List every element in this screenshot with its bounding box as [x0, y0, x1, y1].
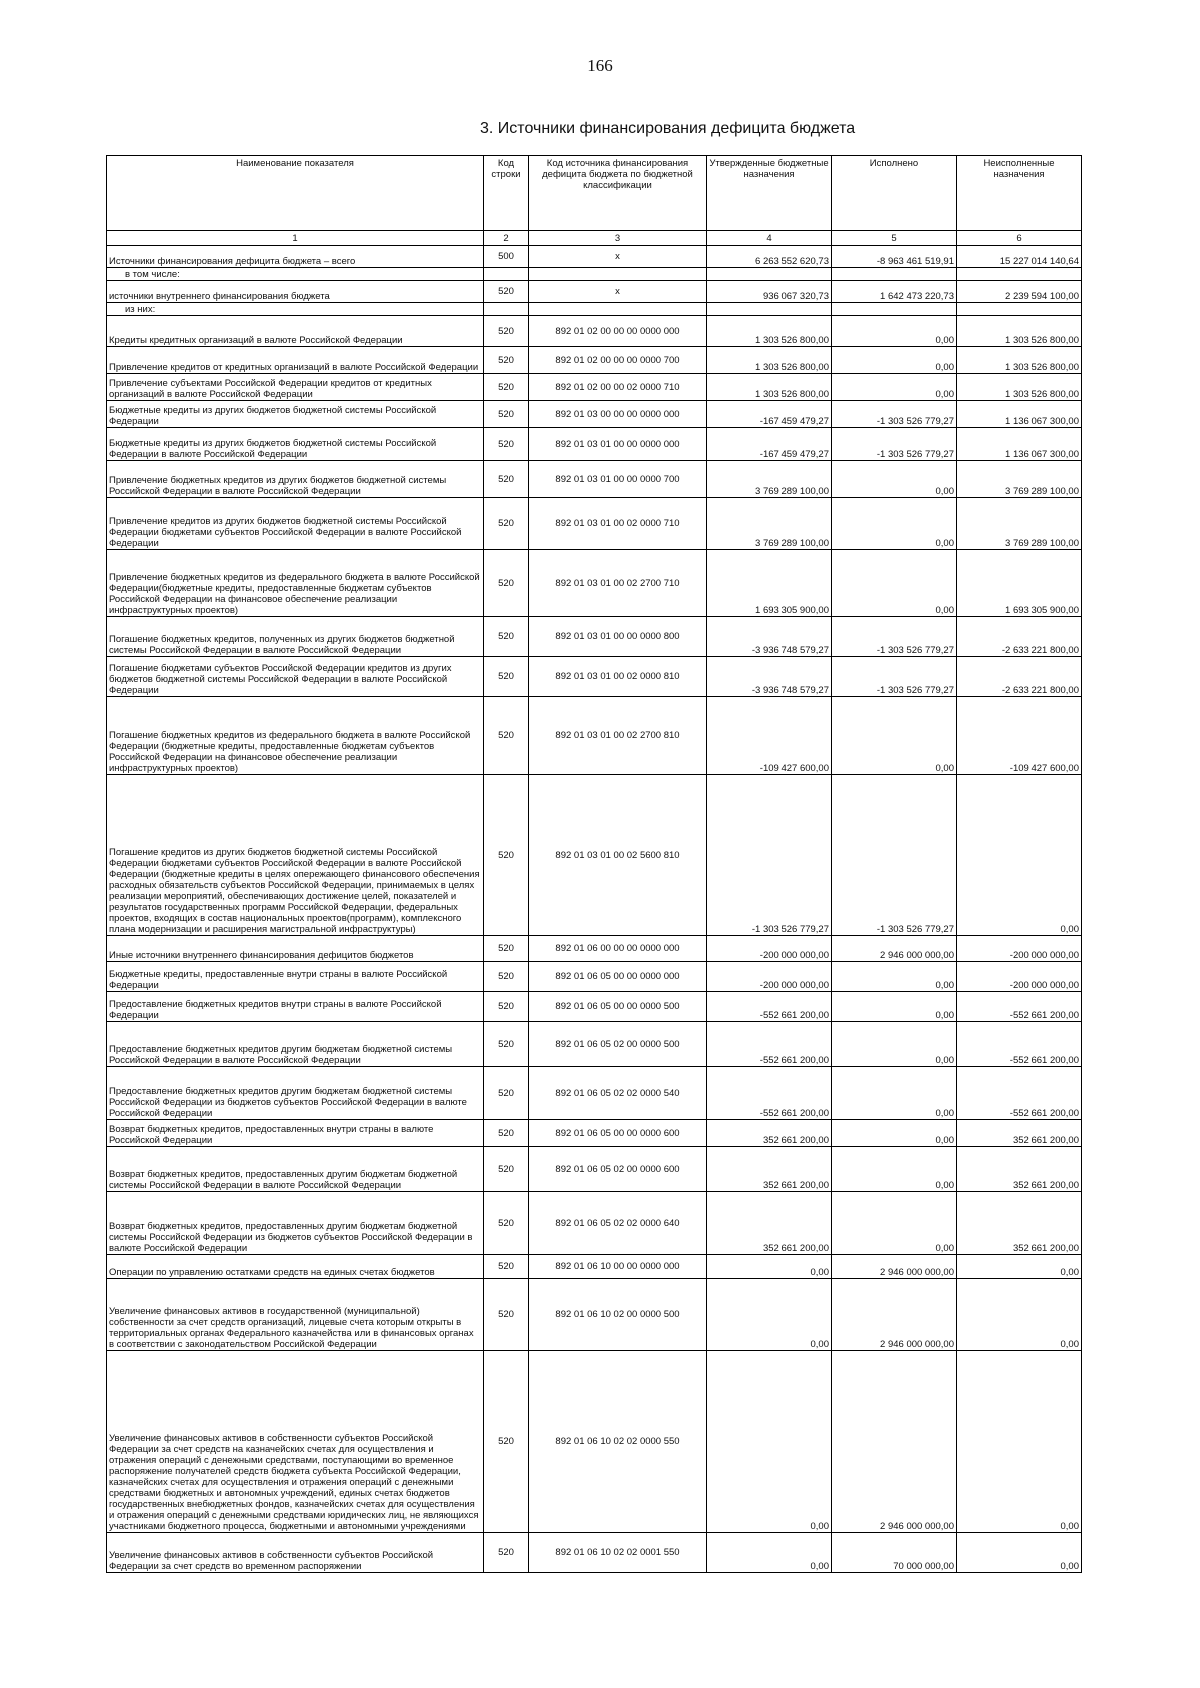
row-name: Возврат бюджетных кредитов, предоставленных внутри страны в валюте Российской Федерации [107, 1120, 484, 1147]
row-executed [832, 303, 957, 316]
row-name: Кредиты кредитных организаций в валюте Российской Федерации [107, 316, 484, 347]
row-kbk: 892 01 06 05 02 00 0000 600 [529, 1147, 707, 1192]
row-executed: 0,00 [832, 347, 957, 374]
row-approved: -3 936 748 579,27 [707, 657, 832, 697]
table-row [107, 461, 1082, 498]
row-code: 520 [484, 347, 529, 374]
row-approved: 352 661 200,00 [707, 1147, 832, 1192]
column-number: 6 [957, 231, 1082, 246]
row-code: 520 [484, 1022, 529, 1067]
row-code: 520 [484, 1255, 529, 1279]
row-name: Привлечение кредитов из других бюджетов бюджетной системы Российской Федерации бюджетами субъектов Российской Федерации в валюте Российской Федерации [107, 498, 484, 550]
row-approved: 1 303 526 800,00 [707, 347, 832, 374]
table-row [107, 303, 1082, 316]
table-row [107, 697, 1082, 775]
row-executed: 0,00 [832, 1192, 957, 1255]
row-name: в том числе: [107, 268, 484, 281]
row-kbk: 892 01 03 01 00 00 0000 800 [529, 617, 707, 657]
row-approved: -200 000 000,00 [707, 962, 832, 992]
row-executed: 0,00 [832, 461, 957, 498]
table-row [107, 936, 1082, 962]
row-name: Иные источники внутреннего финансирования дефицитов бюджетов [107, 936, 484, 962]
row-name: из них: [107, 303, 484, 316]
row-kbk: 892 01 06 10 02 02 0000 550 [529, 1351, 707, 1533]
row-unexecuted: -200 000 000,00 [957, 936, 1082, 962]
row-unexecuted: -552 661 200,00 [957, 992, 1082, 1022]
row-unexecuted: -109 427 600,00 [957, 697, 1082, 775]
header-name: Наименование показателя [107, 156, 484, 231]
row-executed: -1 303 526 779,27 [832, 401, 957, 428]
row-executed: -8 963 461 519,91 [832, 246, 957, 268]
row-code: 520 [484, 936, 529, 962]
table-row [107, 347, 1082, 374]
row-executed: 0,00 [832, 498, 957, 550]
row-executed: 70 000 000,00 [832, 1533, 957, 1573]
row-kbk [529, 303, 707, 316]
row-approved: -552 661 200,00 [707, 1022, 832, 1067]
row-unexecuted: 3 769 289 100,00 [957, 461, 1082, 498]
row-code: 520 [484, 775, 529, 936]
row-approved: 0,00 [707, 1255, 832, 1279]
row-unexecuted: 2 239 594 100,00 [957, 281, 1082, 303]
row-code: 520 [484, 1147, 529, 1192]
row-kbk: 892 01 06 05 00 00 0000 600 [529, 1120, 707, 1147]
column-number: 5 [832, 231, 957, 246]
page-number: 166 [587, 56, 613, 75]
row-code: 520 [484, 1533, 529, 1573]
row-name: Привлечение субъектами Российской Федерации кредитов от кредитных организаций в валюте Российской Федерации [107, 374, 484, 401]
row-approved [707, 303, 832, 316]
header-code: Код строки [484, 156, 529, 231]
row-unexecuted: 1 303 526 800,00 [957, 316, 1082, 347]
table-row [107, 1279, 1082, 1351]
row-approved: 3 769 289 100,00 [707, 498, 832, 550]
row-kbk: 892 01 06 05 02 00 0000 500 [529, 1022, 707, 1067]
row-approved: 936 067 320,73 [707, 281, 832, 303]
header-kbk: Код источника финансирования дефицита бюджета по бюджетной классификации [529, 156, 707, 231]
row-name: Увеличение финансовых активов в государственной (муниципальной) собственности за счет средств организаций, лицевые счета которым открыты в территориальных органах Федерального казначейства или в финансовых органах в соответствии с законодательством Российской Федерации [107, 1279, 484, 1351]
row-name: Привлечение кредитов от кредитных организаций в валюте Российской Федерации [107, 347, 484, 374]
column-number: 4 [707, 231, 832, 246]
row-name: Бюджетные кредиты, предоставленные внутри страны в валюте Российской Федерации [107, 962, 484, 992]
row-approved: 0,00 [707, 1533, 832, 1573]
row-unexecuted: 0,00 [957, 1533, 1082, 1573]
table-row [107, 1147, 1082, 1192]
row-kbk: 892 01 02 00 00 02 0000 710 [529, 374, 707, 401]
row-unexecuted [957, 303, 1082, 316]
row-unexecuted: 1 136 067 300,00 [957, 401, 1082, 428]
row-code: 520 [484, 697, 529, 775]
row-name: Увеличение финансовых активов в собственности субъектов Российской Федерации за счет средств во временном распоряжении [107, 1533, 484, 1573]
section-title: 3. Источники финансирования дефицита бюджета [480, 120, 856, 137]
row-name: Предоставление бюджетных кредитов внутри страны в валюте Российской Федерации [107, 992, 484, 1022]
table-row [107, 1255, 1082, 1279]
table-row [107, 281, 1082, 303]
row-kbk: 892 01 03 01 00 02 0000 710 [529, 498, 707, 550]
column-number: 2 [484, 231, 529, 246]
table-row [107, 1120, 1082, 1147]
row-unexecuted: -200 000 000,00 [957, 962, 1082, 992]
row-executed: 0,00 [832, 697, 957, 775]
row-kbk: 892 01 06 10 02 00 0000 500 [529, 1279, 707, 1351]
row-code: 520 [484, 962, 529, 992]
row-code: 520 [484, 316, 529, 347]
row-unexecuted: 352 661 200,00 [957, 1147, 1082, 1192]
row-unexecuted: 1 693 305 900,00 [957, 550, 1082, 617]
row-kbk: 892 01 06 10 02 02 0001 550 [529, 1533, 707, 1573]
row-code: 520 [484, 550, 529, 617]
row-code: 520 [484, 498, 529, 550]
table-row [107, 1022, 1082, 1067]
row-name: Погашение бюджетных кредитов, полученных из других бюджетов бюджетной системы Российской Федерации в валюте Российской Федерации [107, 617, 484, 657]
row-unexecuted: -552 661 200,00 [957, 1067, 1082, 1120]
row-approved: 1 303 526 800,00 [707, 316, 832, 347]
table-row [107, 657, 1082, 697]
row-code: 520 [484, 1067, 529, 1120]
row-code: 520 [484, 281, 529, 303]
row-code: 520 [484, 461, 529, 498]
row-executed: 0,00 [832, 374, 957, 401]
row-name: Погашение бюджетами субъектов Российской Федерации кредитов из других бюджетов бюджетной системы Российской Федерации в валюте Российской Федерации [107, 657, 484, 697]
row-code [484, 268, 529, 281]
table-row [107, 1192, 1082, 1255]
row-executed: 2 946 000 000,00 [832, 1351, 957, 1533]
row-executed: -1 303 526 779,27 [832, 428, 957, 461]
row-executed: 2 946 000 000,00 [832, 1279, 957, 1351]
row-unexecuted: -552 661 200,00 [957, 1022, 1082, 1067]
row-executed: 0,00 [832, 1120, 957, 1147]
row-name: Бюджетные кредиты из других бюджетов бюджетной системы Российской Федерации в валюте Российской Федерации [107, 428, 484, 461]
table-row [107, 316, 1082, 347]
row-executed [832, 268, 957, 281]
row-approved: 0,00 [707, 1351, 832, 1533]
table-row [107, 401, 1082, 428]
row-unexecuted: 0,00 [957, 1255, 1082, 1279]
row-unexecuted: 352 661 200,00 [957, 1192, 1082, 1255]
row-name: источники внутреннего финансирования бюджета [107, 281, 484, 303]
row-name: Предоставление бюджетных кредитов другим бюджетам бюджетной системы Российской Федерации из бюджетов субъектов Российской Федерации в валюте Российской Федерации [107, 1067, 484, 1120]
row-executed: 0,00 [832, 1147, 957, 1192]
row-unexecuted: 0,00 [957, 1351, 1082, 1533]
row-kbk: 892 01 06 00 00 00 0000 000 [529, 936, 707, 962]
row-approved: -552 661 200,00 [707, 992, 832, 1022]
table-row [107, 1533, 1082, 1573]
row-unexecuted: 1 136 067 300,00 [957, 428, 1082, 461]
row-unexecuted: 3 769 289 100,00 [957, 498, 1082, 550]
row-unexecuted: 1 303 526 800,00 [957, 374, 1082, 401]
row-executed: 0,00 [832, 1022, 957, 1067]
row-name: Операции по управлению остатками средств на единых счетах бюджетов [107, 1255, 484, 1279]
row-unexecuted: -2 633 221 800,00 [957, 617, 1082, 657]
row-code: 520 [484, 617, 529, 657]
table-row [107, 775, 1082, 936]
row-approved: -167 459 479,27 [707, 401, 832, 428]
row-code [484, 303, 529, 316]
row-kbk: 892 01 03 00 00 00 0000 000 [529, 401, 707, 428]
row-unexecuted [957, 268, 1082, 281]
table-row [107, 374, 1082, 401]
row-approved: -552 661 200,00 [707, 1067, 832, 1120]
row-approved: 1 693 305 900,00 [707, 550, 832, 617]
row-executed: 0,00 [832, 992, 957, 1022]
row-kbk: 892 01 03 01 00 02 0000 810 [529, 657, 707, 697]
row-approved: -1 303 526 779,27 [707, 775, 832, 936]
row-code: 500 [484, 246, 529, 268]
header-row [107, 156, 1082, 231]
row-executed: 0,00 [832, 962, 957, 992]
row-approved: 6 263 552 620,73 [707, 246, 832, 268]
row-code: 520 [484, 992, 529, 1022]
row-executed: 0,00 [832, 316, 957, 347]
row-code: 520 [484, 1279, 529, 1351]
row-kbk: 892 01 03 01 00 02 2700 710 [529, 550, 707, 617]
row-kbk: 892 01 03 01 00 02 2700 810 [529, 697, 707, 775]
table-row [107, 992, 1082, 1022]
row-name: Погашение бюджетных кредитов из федерального бюджета в валюте Российской Федерации (бюджетные кредиты, предоставленные бюджетам субъектов Российской Федерации на финансовое обеспечение реализации инфраструктурных проектов) [107, 697, 484, 775]
row-executed: 1 642 473 220,73 [832, 281, 957, 303]
row-approved: -167 459 479,27 [707, 428, 832, 461]
row-approved: -200 000 000,00 [707, 936, 832, 962]
row-name: Источники финансирования дефицита бюджета – всего [107, 246, 484, 268]
row-kbk [529, 268, 707, 281]
row-code: 520 [484, 401, 529, 428]
row-executed: -1 303 526 779,27 [832, 657, 957, 697]
table-row [107, 617, 1082, 657]
row-executed: 2 946 000 000,00 [832, 936, 957, 962]
table-row [107, 1351, 1082, 1533]
row-kbk: 892 01 06 10 00 00 0000 000 [529, 1255, 707, 1279]
row-code: 520 [484, 374, 529, 401]
row-unexecuted: 0,00 [957, 1279, 1082, 1351]
row-kbk: 892 01 06 05 00 00 0000 500 [529, 992, 707, 1022]
row-executed: -1 303 526 779,27 [832, 617, 957, 657]
column-number-row [107, 231, 1082, 246]
table-row [107, 962, 1082, 992]
row-approved: 3 769 289 100,00 [707, 461, 832, 498]
row-executed: -1 303 526 779,27 [832, 775, 957, 936]
row-unexecuted: 15 227 014 140,64 [957, 246, 1082, 268]
row-approved: -109 427 600,00 [707, 697, 832, 775]
row-name: Увеличение финансовых активов в собственности субъектов Российской Федерации за счет средств на казначейских счетах для осуществления и отражения операций с денежными средствами, поступающими во временное распоряжение получателей средств бюджета субъекта Российской Федерации, казначейских счетах для осуществления и отражения операций с денежными средствами бюджетных и автономных учреждений, единых счетах бюджетов государственных внебюджетных фондов, казначейских счетах для осуществления и отражения операций с денежными средствами юридических лиц, не являющихся участниками бюджетного процесса, бюджетными и автономными учреждениями [107, 1351, 484, 1533]
row-approved: -3 936 748 579,27 [707, 617, 832, 657]
row-code: 520 [484, 1120, 529, 1147]
row-name: Привлечение бюджетных кредитов из федерального бюджета в валюте Российской Федерации(бюджетные кредиты, предоставленные бюджетам субъектов Российской Федерации на финансовое обеспечение реализации инфраструктурных проектов) [107, 550, 484, 617]
row-kbk: 892 01 06 05 02 02 0000 640 [529, 1192, 707, 1255]
header-executed: Исполнено [832, 156, 957, 231]
row-code: 520 [484, 657, 529, 697]
row-kbk: 892 01 02 00 00 00 0000 000 [529, 316, 707, 347]
row-unexecuted: 1 303 526 800,00 [957, 347, 1082, 374]
row-code: 520 [484, 1192, 529, 1255]
row-unexecuted: 0,00 [957, 775, 1082, 936]
header-unexecuted: Неисполненные назначения [957, 156, 1082, 231]
financing-sources-table [106, 155, 1082, 1573]
row-kbk: 892 01 06 05 02 02 0000 540 [529, 1067, 707, 1120]
row-name: Привлечение бюджетных кредитов из других бюджетов бюджетной системы Российской Федерации в валюте Российской Федерации [107, 461, 484, 498]
table-row [107, 428, 1082, 461]
table-row [107, 246, 1082, 268]
row-executed: 2 946 000 000,00 [832, 1255, 957, 1279]
row-kbk: x [529, 246, 707, 268]
row-kbk: 892 01 03 01 00 02 5600 810 [529, 775, 707, 936]
row-code: 520 [484, 428, 529, 461]
row-approved: 352 661 200,00 [707, 1120, 832, 1147]
row-name: Погашение кредитов из других бюджетов бюджетной системы Российской Федерации бюджетами субъектов Российской Федерации в валюте Российской Федерации (бюджетные кредиты в целях опережающего финансового обеспечения расходных обязательств субъектов Российской Федерации, принимаемых в целях реализации мероприятий, обеспечивающих достижение целей, показателей и результатов государственных программ Российской Федерации, федеральных проектов, входящих в состав национальных проектов(программ), комплексного плана модернизации и расширения магистральной инфраструктуры) [107, 775, 484, 936]
column-number: 1 [107, 231, 484, 246]
row-approved: 352 661 200,00 [707, 1192, 832, 1255]
row-name: Возврат бюджетных кредитов, предоставленных другим бюджетам бюджетной системы Российской Федерации в валюте Российской Федерации [107, 1147, 484, 1192]
table-row [107, 498, 1082, 550]
row-approved [707, 268, 832, 281]
row-approved: 0,00 [707, 1279, 832, 1351]
row-kbk: 892 01 03 01 00 00 0000 000 [529, 428, 707, 461]
column-number: 3 [529, 231, 707, 246]
row-unexecuted: 352 661 200,00 [957, 1120, 1082, 1147]
row-approved: 1 303 526 800,00 [707, 374, 832, 401]
row-kbk: x [529, 281, 707, 303]
row-unexecuted: -2 633 221 800,00 [957, 657, 1082, 697]
table-row [107, 550, 1082, 617]
row-executed: 0,00 [832, 1067, 957, 1120]
row-kbk: 892 01 06 05 00 00 0000 000 [529, 962, 707, 992]
row-executed: 0,00 [832, 550, 957, 617]
row-name: Предоставление бюджетных кредитов другим бюджетам бюджетной системы Российской Федерации в валюте Российской Федерации [107, 1022, 484, 1067]
row-kbk: 892 01 02 00 00 00 0000 700 [529, 347, 707, 374]
row-kbk: 892 01 03 01 00 00 0000 700 [529, 461, 707, 498]
row-code: 520 [484, 1351, 529, 1533]
row-name: Возврат бюджетных кредитов, предоставленных другим бюджетам бюджетной системы Российской Федерации из бюджетов субъектов Российской Федерации в валюте Российской Федерации [107, 1192, 484, 1255]
row-name: Бюджетные кредиты из других бюджетов бюджетной системы Российской Федерации [107, 401, 484, 428]
table-row [107, 268, 1082, 281]
header-approved: Утвержденные бюджетные назначения [707, 156, 832, 231]
table-row [107, 1067, 1082, 1120]
